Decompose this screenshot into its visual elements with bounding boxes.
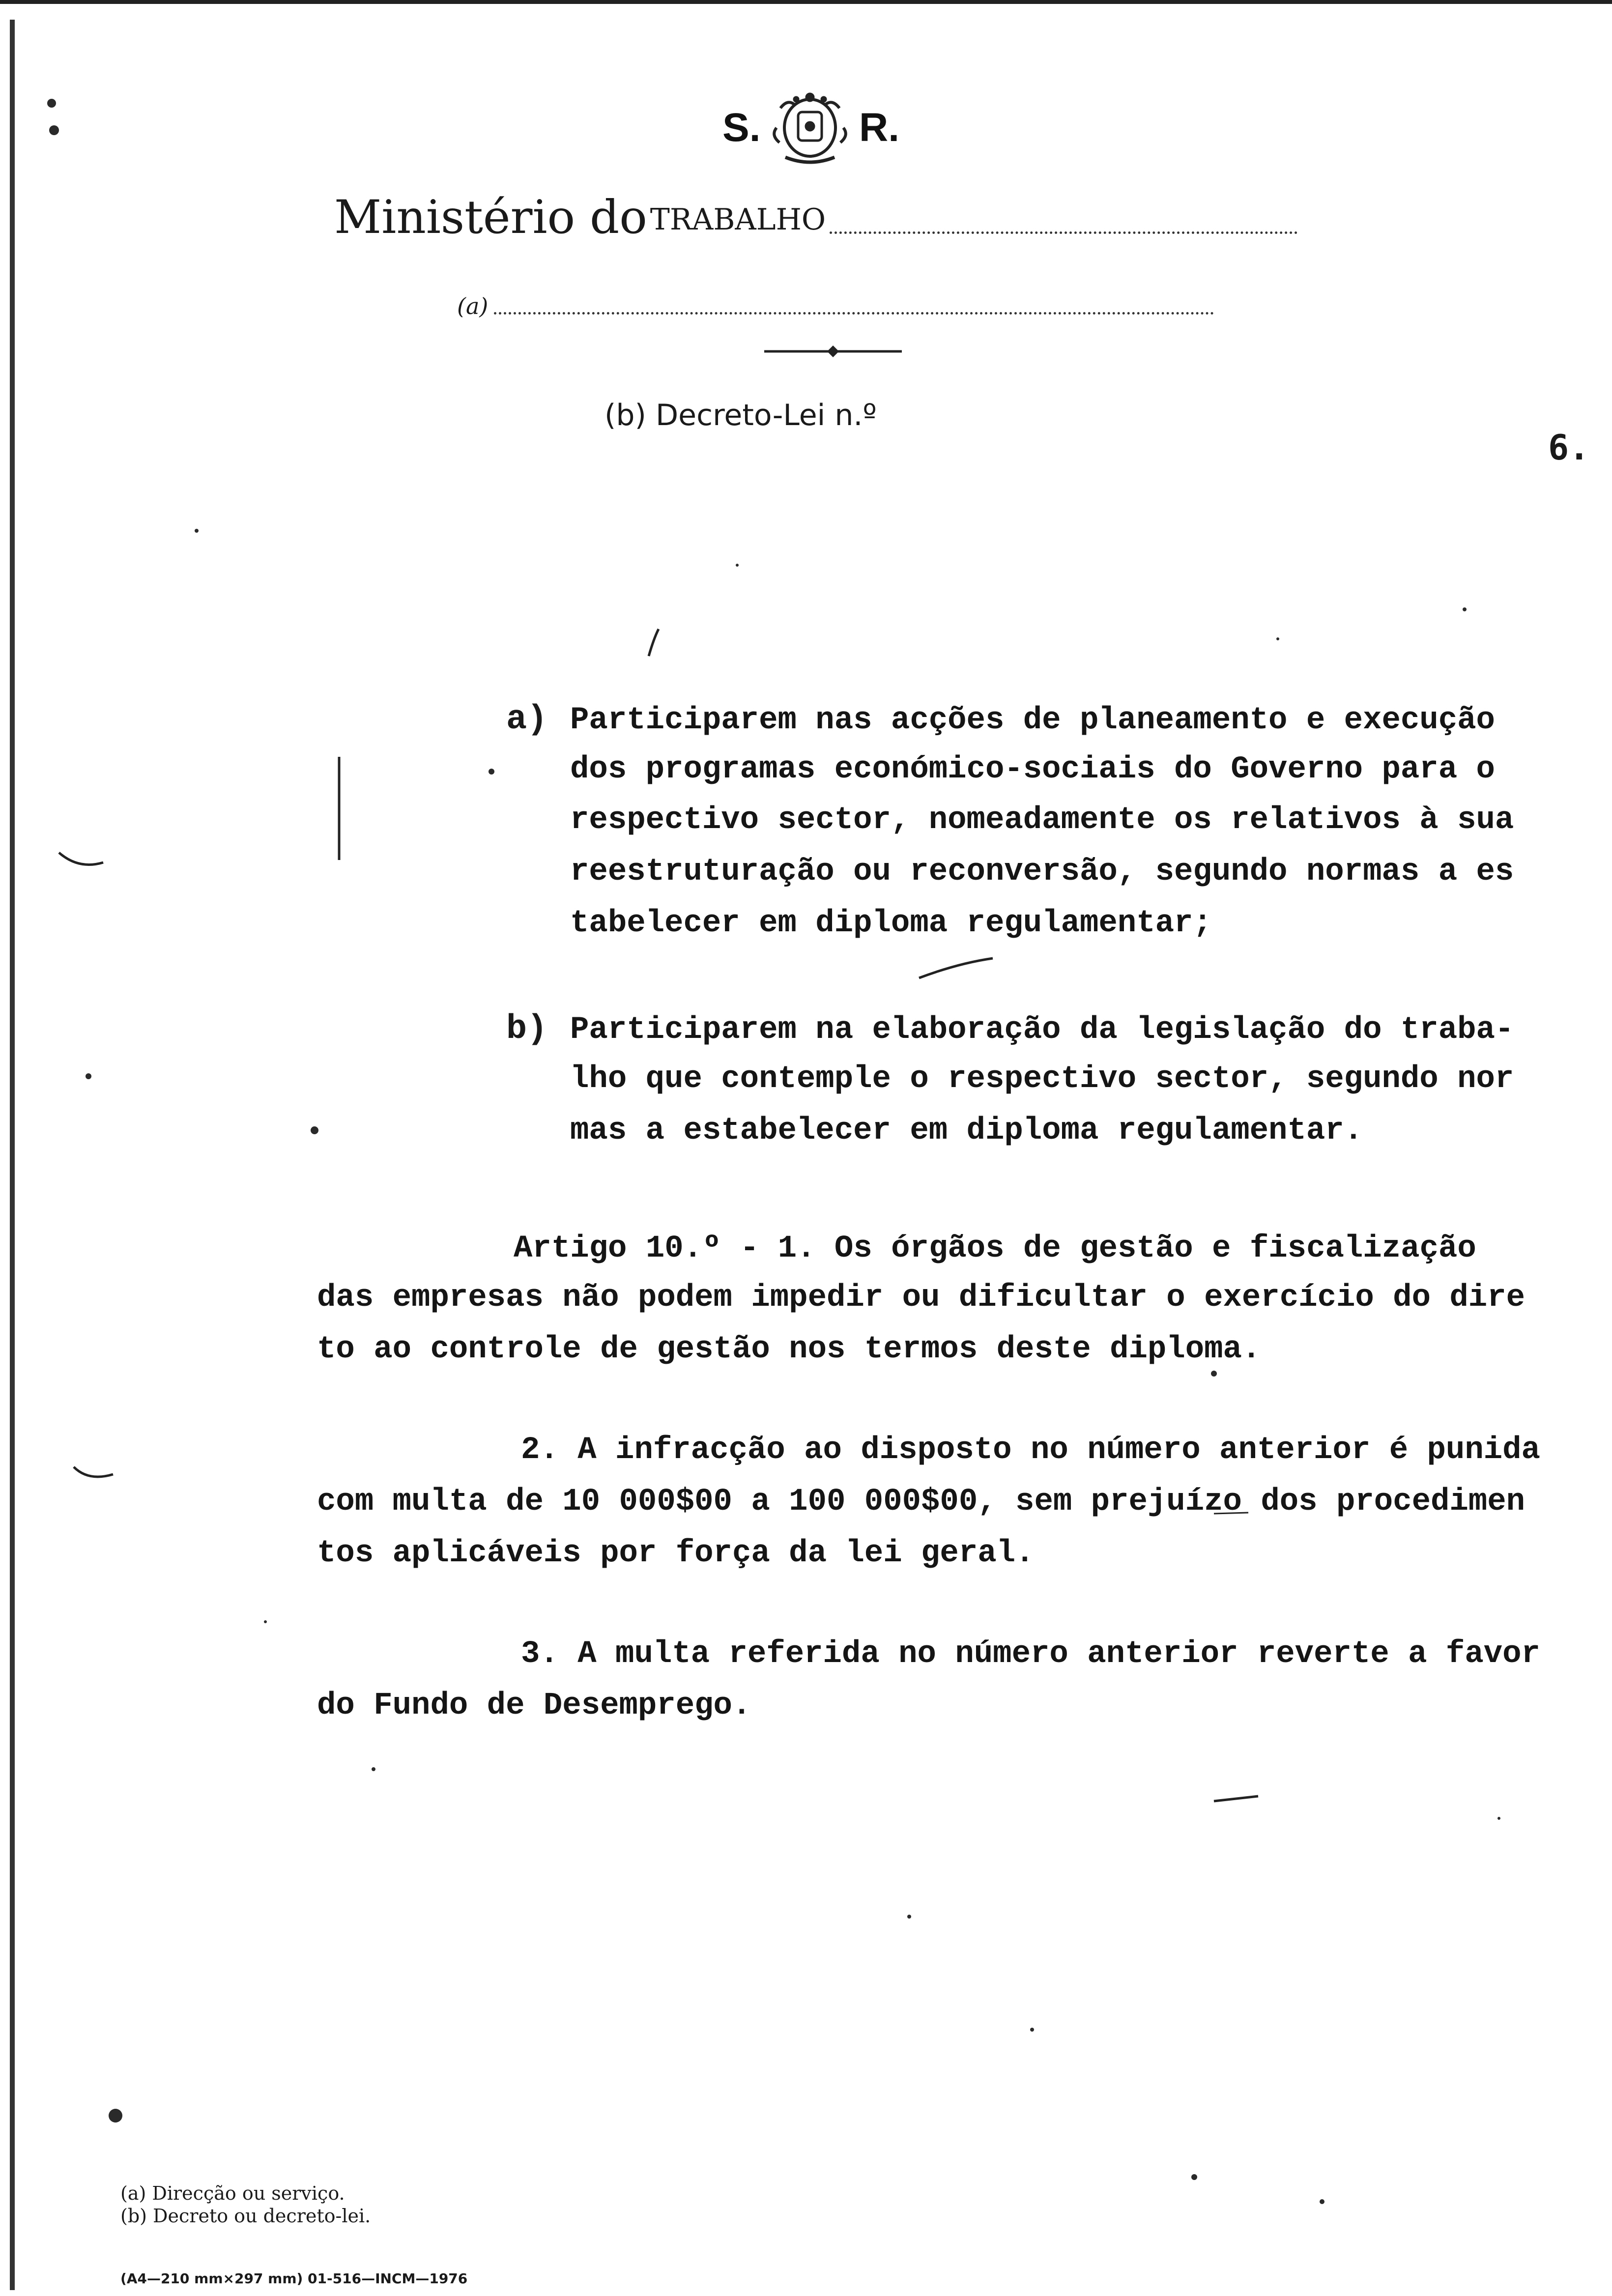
item-a-line: respectivo sector, nomeadamente os relativos à sua — [570, 803, 1514, 838]
ministry-value: TRABALHO — [650, 202, 826, 237]
paragraph-3-line: do Fundo de Desemprego. — [317, 1688, 751, 1723]
item-a-line: Participarem nas acções de planeamento e execução — [570, 703, 1495, 738]
paragraph-3-line: 3. A multa referida no número anterior reverte a favor — [521, 1636, 1540, 1672]
monogram-left: S. — [722, 105, 761, 150]
paragraph-2-line: tos aplicáveis por força da lei geral. — [317, 1536, 1035, 1571]
footnote-a: (a) Direcção ou serviço. — [120, 2182, 345, 2204]
item-b-letter: b) — [506, 1010, 548, 1049]
page-number: 6. — [1548, 428, 1590, 468]
item-b-line: Participarem na elaboração da legislação do traba- — [570, 1012, 1514, 1048]
decree-label: (b) Decreto-Lei n.º — [604, 398, 877, 432]
article-line: to ao controle de gestão nos termos deste diploma. — [317, 1332, 1261, 1367]
service-field-label: (a) — [457, 293, 489, 319]
item-b-line: mas a estabelecer em diploma regulamentar. — [570, 1113, 1363, 1148]
paragraph-2-line: 2. A infracção ao disposto no número anterior é punida — [521, 1433, 1540, 1468]
item-a-line: tabelecer em diploma regulamentar; — [570, 906, 1212, 941]
item-a-line: dos programas económico-sociais do Governo para o — [570, 752, 1495, 787]
article-line: Artigo 10.º - 1. Os órgãos de gestão e fiscalização — [514, 1231, 1476, 1266]
item-a-letter: a) — [506, 700, 548, 739]
item-a-line: reestruturação ou reconversão, segundo normas a es — [570, 854, 1514, 890]
footnote-b: (b) Decreto ou decreto-lei. — [120, 2205, 371, 2227]
paragraph-2-line: com multa de 10 000$00 a 100 000$00, sem prejuízo dos procedimen — [317, 1484, 1525, 1520]
article-line: das empresas não podem impedir ou dificultar o exercício do dire — [317, 1280, 1525, 1316]
print-info: (A4—210 mm×297 mm) 01-516—INCM—1976 — [120, 2270, 468, 2287]
monogram-right: R. — [859, 105, 899, 150]
ministry-label: Ministério do — [334, 191, 647, 244]
item-b-line: lho que contemple o respectivo sector, segundo nor — [570, 1062, 1514, 1097]
